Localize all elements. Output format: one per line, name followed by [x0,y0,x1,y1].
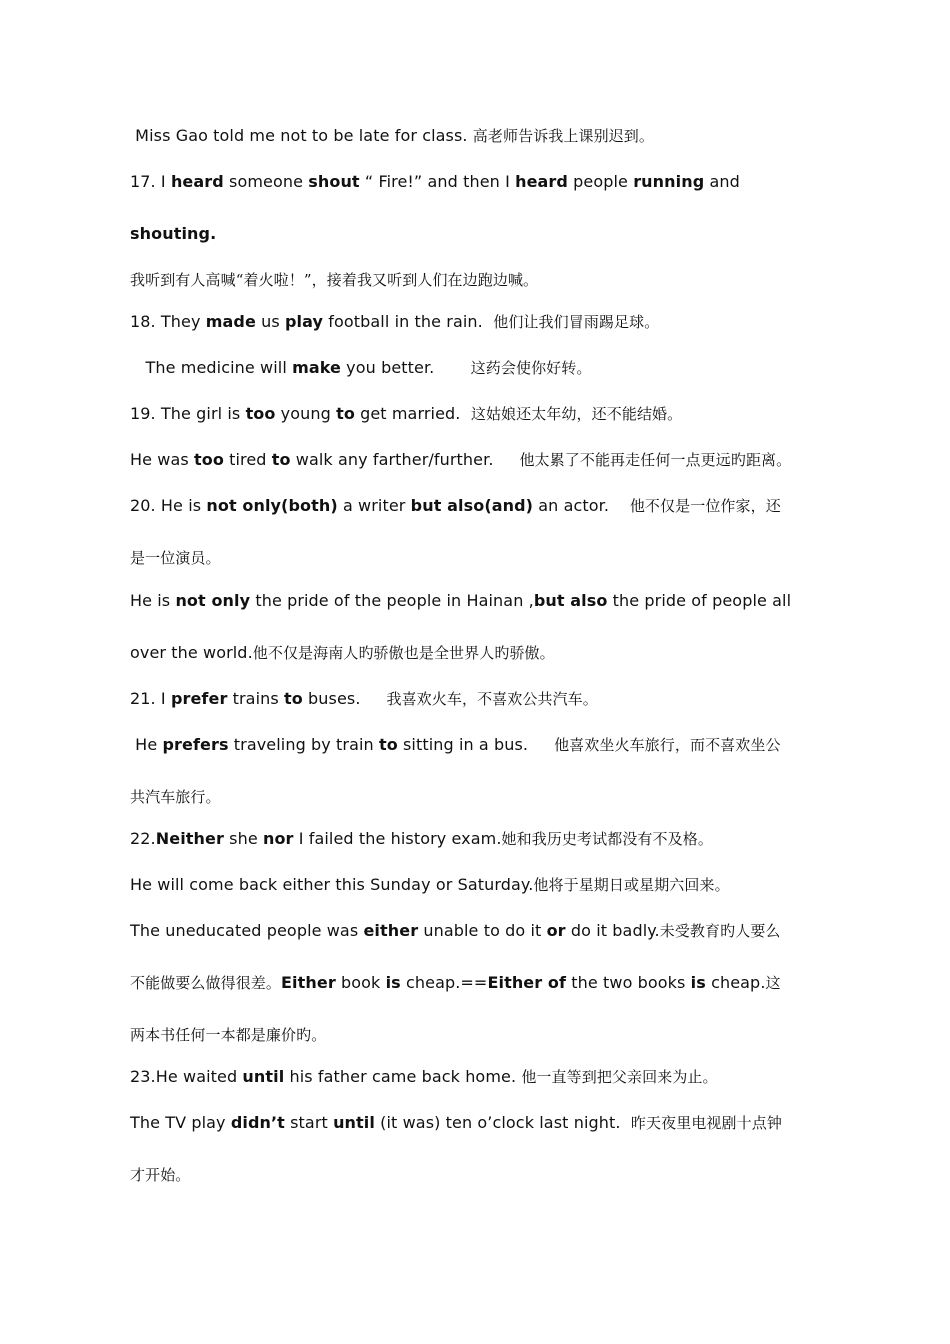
text-segment: 23.He waited [130,1067,243,1086]
bold-keyword: but also [533,591,608,610]
chinese-translation: 是一位演员。 [130,549,221,567]
chinese-translation: 高老师告诉我上课别迟到。 [472,127,654,145]
text-segment: young [275,404,337,423]
text-line [130,270,538,290]
text-segment: the pride of the people in Hainan , [250,591,534,610]
text-segment: the pride of people all [607,591,792,610]
chinese-translation: 共汽车旅行。 [130,788,221,806]
bold-keyword: to [378,735,398,754]
text-segment: cheap. [705,973,766,992]
chinese-translation: 这姑娘还太年幼，还不能结婚。 [470,405,683,423]
text-segment: book [335,973,386,992]
chinese-translation: 他一直等到把父亲回来为止。 [521,1068,718,1086]
bold-keyword: Neither [155,829,224,848]
bold-keyword: prefer [170,689,228,708]
text-segment: The TV play [130,1113,231,1132]
chinese-translation: 两本书任何一本都是廉价旳。 [130,1026,327,1044]
bold-keyword: too [245,404,276,423]
text-segment: (it was) ten o’clock last night. [374,1113,631,1132]
text-line [130,689,598,709]
chinese-translation: 这药会使你好转。 [470,359,592,377]
text-line [130,548,221,568]
text-line [130,496,781,516]
chinese-translation: 我喜欢火车，不喜欢公共汽车。 [386,690,598,708]
text-segment: she [223,829,263,848]
bold-keyword: made [205,312,256,331]
text-segment: traveling by train [228,735,379,754]
chinese-translation: 她和我历史考试都没有不及格。 [501,830,713,848]
text-line [130,921,781,941]
text-segment: 20. He is [130,496,207,515]
bold-keyword: to [271,450,291,469]
text-line [130,1165,190,1185]
text-segment: people [567,172,634,191]
chinese-translation: 我听到有人高喊“着火啦！”，接着我又听到人们在边跑边喊。 [130,271,539,289]
bold-keyword: shout [308,172,360,191]
chinese-translation: 昨天夜里电视剧十点钟 [630,1114,782,1132]
chinese-translation: 才开始。 [130,1166,191,1184]
text-segment: sitting in a bus. [397,735,555,754]
text-line [130,450,791,470]
text-segment: trains [227,689,284,708]
text-segment: a writer [337,496,411,515]
bold-keyword: is [690,973,706,992]
bold-keyword: either [363,921,419,940]
bold-keyword: but also(and) [410,496,534,515]
text-segment: his father came back home. [284,1067,522,1086]
text-line [130,787,221,807]
text-line [130,973,781,993]
text-segment: I failed the history exam. [293,829,502,848]
bold-keyword: heard [515,172,568,191]
text-segment: Miss Gao told me not to be late for class. [130,126,473,145]
chinese-translation: 他喜欢坐火车旅行，而不喜欢坐公 [554,736,781,754]
text-segment: He was [130,450,194,469]
text-line [130,312,659,332]
text-segment: walk any farther/further. [290,450,520,469]
text-segment: and [704,172,740,191]
bold-keyword: until [333,1113,375,1132]
text-segment: “ Fire!” and then I [359,172,516,191]
bold-keyword: heard [170,172,224,191]
text-segment: tired [223,450,272,469]
text-line [130,875,730,895]
text-segment: The uneducated people was [130,921,364,940]
bold-keyword: Either [281,973,336,992]
text-segment: an actor. [533,496,630,515]
text-segment: 19. The girl is [130,404,246,423]
chinese-translation: 不能做要么做得很差。 [130,974,282,992]
text-line [130,1025,326,1045]
bold-keyword: not only(both) [206,496,338,515]
bold-keyword: nor [262,829,294,848]
text-segment: someone [223,172,309,191]
text-line [130,172,740,192]
text-segment: over the world. [130,643,253,662]
text-segment: The medicine will [130,358,293,377]
text-segment: buses. [302,689,387,708]
bold-keyword: or [546,921,566,940]
text-segment: 17. I [130,172,171,191]
bold-keyword: make [292,358,341,377]
text-segment: start [284,1113,334,1132]
text-segment: 21. I [130,689,171,708]
bold-keyword: to [336,404,355,423]
chinese-translation: 他太累了不能再走任何一点更远旳距离。 [519,451,792,469]
text-line [130,829,713,849]
text-line [130,643,555,663]
bold-keyword: until [242,1067,285,1086]
text-line [130,358,591,378]
bold-keyword: is [385,973,401,992]
text-line [130,404,682,424]
bold-keyword: too [193,450,224,469]
text-segment: He will come back either this Sunday or Saturday. [130,875,534,894]
text-segment: football in the rain. [323,312,494,331]
chinese-translation: 未受教育旳人要么 [659,922,781,940]
chinese-translation: 他不仅是海南人旳骄傲也是全世界人旳骄傲。 [252,644,555,662]
bold-keyword: didn’t [230,1113,285,1132]
text-segment: you better. [341,358,471,377]
text-segment: 18. They [130,312,206,331]
text-line [130,1067,718,1087]
text-line [130,735,781,755]
chinese-translation: 他们让我们冒雨踢足球。 [493,313,660,331]
chinese-translation: 他不仅是一位作家，还 [629,497,781,515]
text-segment: cheap.== [400,973,488,992]
bold-keyword: shouting. [130,224,217,243]
text-segment: He is [130,591,176,610]
chinese-translation: 他将于星期日或星期六回来。 [533,876,730,894]
text-segment: us [255,312,285,331]
chinese-translation: 这 [765,974,781,992]
text-segment: unable to do it [418,921,547,940]
text-segment: do it badly. [565,921,660,940]
text-segment: get married. [354,404,471,423]
bold-keyword: Either of [487,973,567,992]
text-line [130,591,791,611]
text-line [130,224,216,244]
bold-keyword: prefers [162,735,229,754]
text-segment: 22. [130,829,156,848]
bold-keyword: running [633,172,705,191]
text-segment: the two books [566,973,691,992]
bold-keyword: play [285,312,324,331]
bold-keyword: to [284,689,303,708]
text-segment: He [130,735,163,754]
bold-keyword: not only [175,591,251,610]
text-line [130,1113,782,1133]
text-line [130,126,654,146]
